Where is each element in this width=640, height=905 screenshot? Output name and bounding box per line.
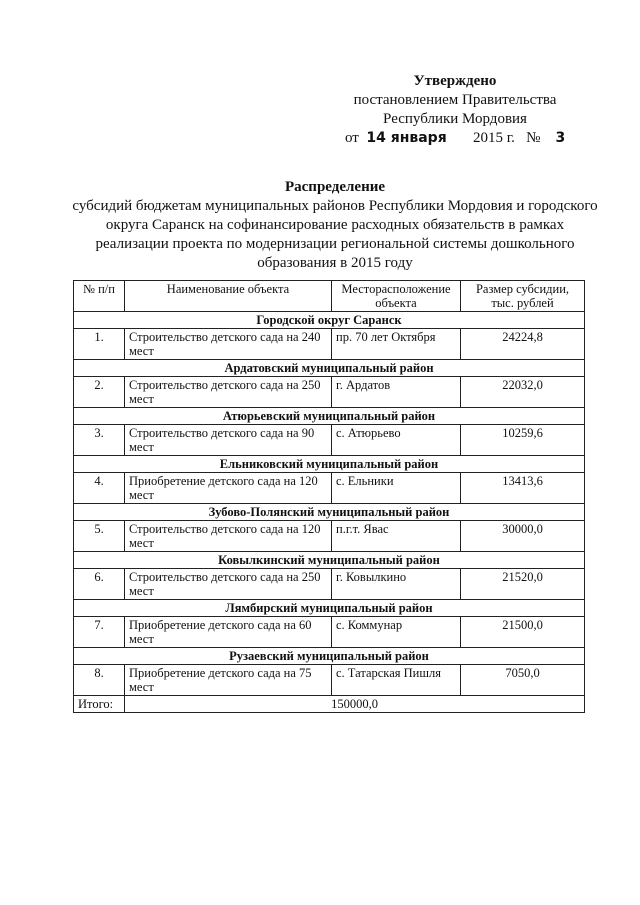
table-row bbox=[74, 521, 585, 552]
row-location: с. Татарская Пишля bbox=[332, 665, 461, 696]
group-row bbox=[74, 552, 585, 569]
header-location: Месторасположение объекта bbox=[332, 281, 461, 312]
group-row bbox=[74, 408, 585, 425]
approval-line-1: постановлением Правительства bbox=[353, 92, 557, 108]
row-amount: 21520,0 bbox=[461, 569, 585, 600]
group-row bbox=[74, 600, 585, 617]
row-amount: 30000,0 bbox=[461, 521, 585, 552]
group-name: Ельниковский муниципальный район bbox=[74, 456, 585, 473]
group-row bbox=[74, 648, 585, 665]
table-body bbox=[74, 312, 585, 696]
row-amount: 10259,6 bbox=[461, 425, 585, 456]
row-amount: 21500,0 bbox=[461, 617, 585, 648]
number-label: № bbox=[526, 130, 541, 146]
row-object: Приобретение детского сада на 120 мест bbox=[125, 473, 332, 504]
total-label: Итого: bbox=[74, 696, 125, 713]
row-number: 4. bbox=[74, 473, 125, 504]
group-row bbox=[74, 504, 585, 521]
row-amount: 22032,0 bbox=[461, 377, 585, 408]
header-object: Наименование объекта bbox=[125, 281, 332, 312]
table-row bbox=[74, 665, 585, 696]
header-number: № п/п bbox=[74, 281, 125, 312]
group-name: Ковылкинский муниципальный район bbox=[74, 552, 585, 569]
row-object: Строительство детского сада на 120 мест bbox=[125, 521, 332, 552]
document-subtitle: субсидий бюджетам муниципальных районов Республики Мордовия и городского округа Саранск на софинансирование расходных обязательств в рамках реализации проекта по модернизации региональной системы дошкольного образования в 2015 году bbox=[72, 198, 598, 271]
table-header-row bbox=[74, 281, 585, 312]
table-row bbox=[74, 473, 585, 504]
row-amount: 7050,0 bbox=[461, 665, 585, 696]
row-object: Строительство детского сада на 250 мест bbox=[125, 377, 332, 408]
row-number: 2. bbox=[74, 377, 125, 408]
row-location: с. Ельники bbox=[332, 473, 461, 504]
row-amount: 24224,8 bbox=[461, 329, 585, 360]
row-number: 6. bbox=[74, 569, 125, 600]
row-location: п.г.т. Явас bbox=[332, 521, 461, 552]
total-value: 150000,0 bbox=[125, 696, 585, 713]
date-prefix: от bbox=[345, 130, 359, 146]
group-name: Лямбирский муниципальный район bbox=[74, 600, 585, 617]
table-row bbox=[74, 617, 585, 648]
group-name: Атюрьевский муниципальный район bbox=[74, 408, 585, 425]
row-number: 5. bbox=[74, 521, 125, 552]
row-number: 1. bbox=[74, 329, 125, 360]
group-name: Зубово-Полянский муниципальный район bbox=[74, 504, 585, 521]
table-row bbox=[74, 377, 585, 408]
approval-block bbox=[340, 72, 570, 148]
approval-date-line bbox=[340, 129, 570, 148]
row-number: 7. bbox=[74, 617, 125, 648]
row-location: г. Ардатов bbox=[332, 377, 461, 408]
document-heading: Распределение bbox=[284, 179, 386, 195]
decree-number: 3 bbox=[555, 130, 566, 146]
row-object: Строительство детского сада на 250 мест bbox=[125, 569, 332, 600]
table-row bbox=[74, 425, 585, 456]
row-location: г. Ковылкино bbox=[332, 569, 461, 600]
row-location: с. Коммунар bbox=[332, 617, 461, 648]
row-location: с. Атюрьево bbox=[332, 425, 461, 456]
approval-line-2: Республики Мордовия bbox=[383, 111, 527, 127]
total-row bbox=[74, 696, 585, 713]
group-row bbox=[74, 312, 585, 329]
group-name: Рузаевский муниципальный район bbox=[74, 648, 585, 665]
document-title bbox=[70, 178, 600, 273]
header-amount: Размер субсидии, тыс. рублей bbox=[461, 281, 585, 312]
table-row bbox=[74, 569, 585, 600]
group-name: Городской округ Саранск bbox=[74, 312, 585, 329]
row-number: 8. bbox=[74, 665, 125, 696]
row-amount: 13413,6 bbox=[461, 473, 585, 504]
table-row bbox=[74, 329, 585, 360]
subsidy-table bbox=[73, 280, 585, 713]
row-object: Приобретение детского сада на 75 мест bbox=[125, 665, 332, 696]
date-year: 2015 г. bbox=[472, 130, 515, 146]
group-name: Ардатовский муниципальный район bbox=[74, 360, 585, 377]
row-object: Строительство детского сада на 90 мест bbox=[125, 425, 332, 456]
group-row bbox=[74, 456, 585, 473]
approval-title: Утверждено bbox=[413, 73, 497, 89]
group-row bbox=[74, 360, 585, 377]
date-day-month: 14 января bbox=[366, 130, 447, 146]
row-location: пр. 70 лет Октября bbox=[332, 329, 461, 360]
row-object: Приобретение детского сада на 60 мест bbox=[125, 617, 332, 648]
row-object: Строительство детского сада на 240 мест bbox=[125, 329, 332, 360]
row-number: 3. bbox=[74, 425, 125, 456]
